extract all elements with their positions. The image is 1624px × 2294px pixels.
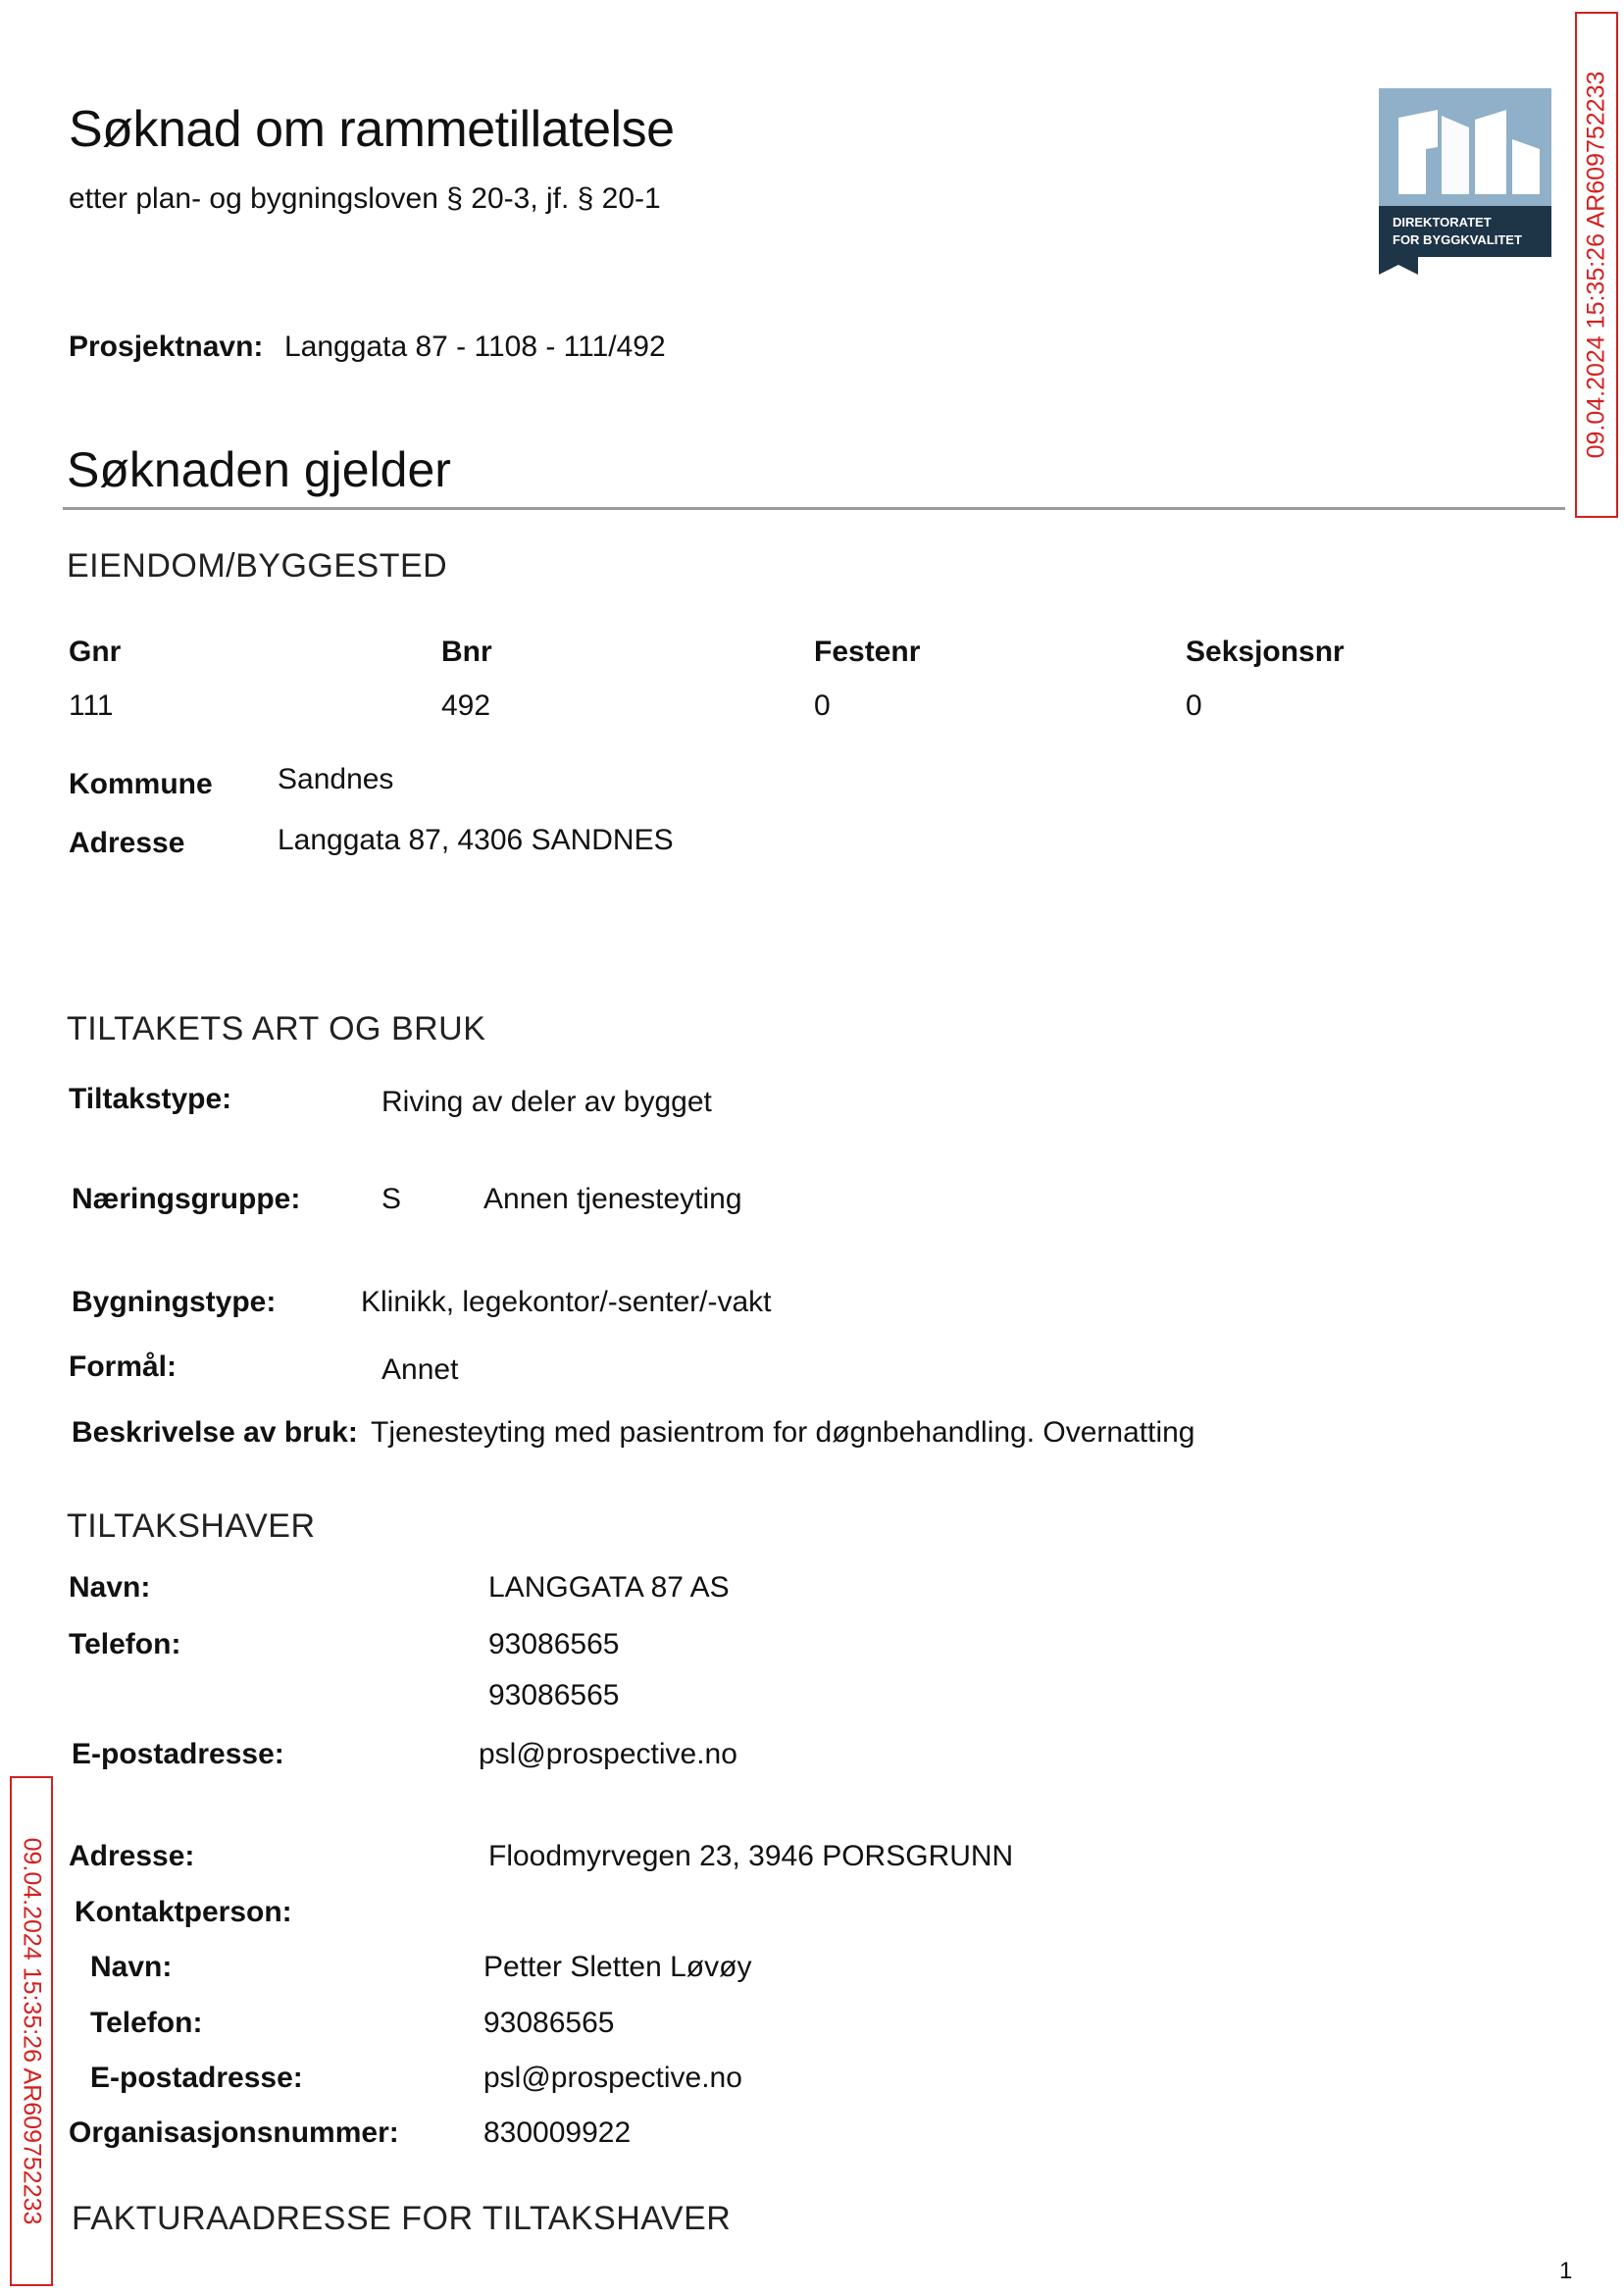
- beskrivelse-value: Tjenesteyting med pasientrom for døgnbehandling. Overnatting: [371, 1416, 1195, 1449]
- bygningstype-value: Klinikk, legekontor/-senter/-vakt: [361, 1286, 772, 1318]
- kontakt-navn-label: Navn:: [90, 1951, 173, 1983]
- bnr-value: 492: [441, 689, 491, 722]
- stamp-text-bottom: 09.04.2024 15:35:26 AR609752233: [18, 1837, 46, 2225]
- project-label: Prosjektnavn:: [69, 331, 264, 363]
- epost-label: E-postadresse:: [72, 1738, 284, 1770]
- timestamp-stamp-bottom: [10, 1776, 53, 2286]
- navn-value: LANGGATA 87 AS: [488, 1571, 730, 1604]
- stamp-text-top: 09.04.2024 15:35:26 AR609752233: [1582, 71, 1610, 459]
- building-logo-icon: [1379, 88, 1551, 275]
- formal-label: Formål:: [69, 1351, 178, 1383]
- telefon-label: Telefon:: [69, 1628, 181, 1660]
- seksjonsnr-label: Seksjonsnr: [1186, 636, 1345, 668]
- naering-code: S: [381, 1183, 402, 1215]
- telefon-value-2: 93086565: [488, 1679, 620, 1711]
- svg-text:DIREKTORATET: DIREKTORATET: [1393, 215, 1492, 229]
- th-adresse-label: Adresse:: [69, 1840, 195, 1872]
- gnr-value: 111: [69, 689, 114, 722]
- kontakt-telefon-label: Telefon:: [90, 2007, 203, 2039]
- page-subtitle: etter plan- og bygningsloven § 20-3, jf. § 20-1: [69, 182, 661, 215]
- festenr-value: 0: [814, 689, 831, 722]
- faktura-heading: FAKTURAADRESSE FOR TILTAKSHAVER: [72, 2200, 732, 2237]
- kontakt-navn-value: Petter Sletten Løvøy: [483, 1951, 752, 1983]
- section-title: Søknaden gjelder: [67, 442, 451, 497]
- kommune-value: Sandnes: [278, 763, 394, 795]
- naering-label: Næringsgruppe:: [72, 1183, 301, 1215]
- section-divider: [63, 507, 1565, 510]
- org-value: 830009922: [483, 2116, 632, 2149]
- eiendom-heading: EIENDOM/BYGGESTED: [67, 547, 448, 585]
- tiltakstype-value: Riving av deler av bygget: [381, 1086, 712, 1118]
- bnr-label: Bnr: [441, 636, 492, 668]
- tiltak-heading: TILTAKETS ART OG BRUK: [67, 1010, 486, 1047]
- kontakt-epost-value: psl@prospective.no: [483, 2062, 742, 2094]
- gnr-label: Gnr: [69, 636, 122, 668]
- navn-label: Navn:: [69, 1571, 151, 1604]
- adresse-label: Adresse: [69, 827, 185, 859]
- org-label: Organisasjonsnummer:: [69, 2116, 399, 2149]
- festenr-label: Festenr: [814, 636, 921, 668]
- tiltakshaver-heading: TILTAKSHAVER: [67, 1507, 316, 1545]
- naering-value: Annen tjenesteyting: [483, 1183, 742, 1215]
- svg-text:FOR BYGGKVALITET: FOR BYGGKVALITET: [1393, 232, 1522, 247]
- kontakt-epost-label: E-postadresse:: [90, 2062, 303, 2094]
- kontakt-telefon-value: 93086565: [483, 2007, 615, 2039]
- kommune-label: Kommune: [69, 768, 213, 800]
- telefon-value: 93086565: [488, 1628, 620, 1660]
- adresse-value: Langgata 87, 4306 SANDNES: [278, 824, 674, 856]
- seksjonsnr-value: 0: [1186, 689, 1202, 722]
- timestamp-stamp-top: [1575, 12, 1618, 518]
- bygningstype-label: Bygningstype:: [72, 1286, 277, 1318]
- beskrivelse-label: Beskrivelse av bruk:: [72, 1416, 358, 1449]
- kontaktperson-label: Kontaktperson:: [75, 1896, 292, 1928]
- dibk-logo: [1379, 88, 1551, 275]
- page-number: 1: [1559, 2258, 1573, 2284]
- epost-value: psl@prospective.no: [479, 1738, 737, 1770]
- project-value: Langgata 87 - 1108 - 111/492: [284, 331, 666, 363]
- page-title: Søknad om rammetillatelse: [69, 101, 675, 158]
- tiltakstype-label: Tiltakstype:: [69, 1083, 232, 1115]
- th-adresse-value: Floodmyrvegen 23, 3946 PORSGRUNN: [488, 1840, 1014, 1872]
- formal-value: Annet: [381, 1353, 459, 1386]
